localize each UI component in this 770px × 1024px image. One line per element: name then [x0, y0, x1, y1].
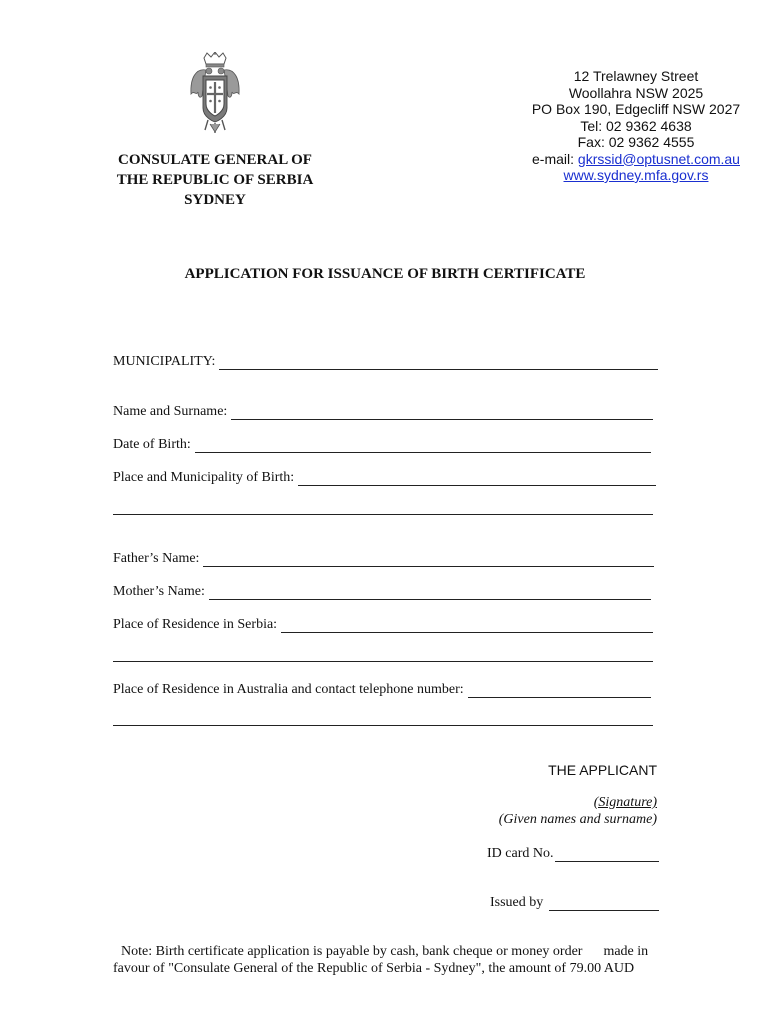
email-prefix: e-mail: [532, 150, 578, 167]
fathers-name-label: Father’s Name: [113, 551, 200, 566]
place-of-birth-label: Place and Municipality of Birth: [113, 470, 295, 485]
payment-note-line-1: Note: Birth certificate application is payable by cash, bank cheque or money order made in [121, 944, 649, 959]
consulate-line-2: THE REPUBLIC OF SERBIA [116, 172, 314, 188]
residence-serbia-row [113, 615, 653, 633]
consulate-name [100, 150, 330, 210]
address-suburb: Woollahra NSW 2025 [568, 84, 704, 101]
payment-note-line-2: favour of "Consulate General of the Republic of Serbia - Sydney", the amount of 79.00 AUD [113, 961, 635, 976]
given-names-label: (Given names and surname) [498, 812, 657, 827]
address-po-box: PO Box 190, Edgecliff NSW 2027 [531, 101, 741, 117]
residence-serbia-field[interactable] [281, 620, 653, 633]
consulate-line-1: CONSULATE GENERAL OF [118, 152, 312, 168]
place-of-birth-row [113, 468, 656, 486]
municipality-field[interactable] [219, 357, 658, 370]
residence-serbia-label: Place of Residence in Serbia: [113, 617, 278, 632]
residence-australia-row [113, 680, 651, 698]
serbia-coat-of-arms-icon [188, 52, 242, 134]
date-of-birth-label: Date of Birth: [113, 437, 191, 452]
mothers-name-field[interactable] [209, 587, 651, 600]
residence-serbia-field-continued[interactable] [113, 661, 653, 662]
place-of-birth-field[interactable] [298, 473, 656, 486]
fathers-name-field[interactable] [203, 554, 654, 567]
municipality-row [113, 352, 658, 370]
fathers-name-row [113, 549, 654, 567]
name-surname-row [113, 402, 653, 420]
address-email-row [520, 151, 752, 168]
address-street: 12 Trelawney Street [573, 68, 699, 84]
applicant-heading: THE APPLICANT [548, 762, 657, 778]
mothers-name-label: Mother’s Name: [113, 584, 205, 599]
id-card-label: ID card No. [487, 846, 554, 861]
form-title: APPLICATION FOR ISSUANCE OF BIRTH CERTIFICATE [184, 266, 586, 282]
issued-by-field[interactable] [549, 898, 659, 911]
id-card-field[interactable] [555, 849, 659, 862]
mothers-name-row [113, 582, 651, 600]
consulate-line-3: SYDNEY [184, 192, 246, 208]
issued-by-row [490, 893, 659, 911]
issued-by-label: Issued by [490, 895, 544, 910]
residence-australia-field-continued[interactable] [113, 725, 653, 726]
residence-australia-label: Place of Residence in Australia and contact telephone number: [113, 682, 464, 697]
name-surname-label: Name and Surname: [113, 404, 228, 419]
signature-label: (Signature) [593, 795, 657, 810]
name-surname-field[interactable] [231, 407, 653, 420]
date-of-birth-field[interactable] [195, 440, 651, 453]
residence-australia-field[interactable] [468, 685, 651, 698]
address-fax: Fax: 02 9362 4555 [577, 134, 695, 150]
address-tel: Tel: 02 9362 4638 [580, 117, 692, 134]
website-link[interactable]: www.sydney.mfa.gov.rs [563, 167, 709, 183]
place-of-birth-field-continued[interactable] [113, 514, 653, 515]
email-link[interactable]: gkrssid@optusnet.com.au [577, 150, 740, 167]
id-card-row [487, 844, 659, 862]
date-of-birth-row [113, 435, 651, 453]
address-block [520, 68, 752, 184]
municipality-label: MUNICIPALITY: [113, 354, 216, 369]
payment-note [113, 943, 663, 977]
